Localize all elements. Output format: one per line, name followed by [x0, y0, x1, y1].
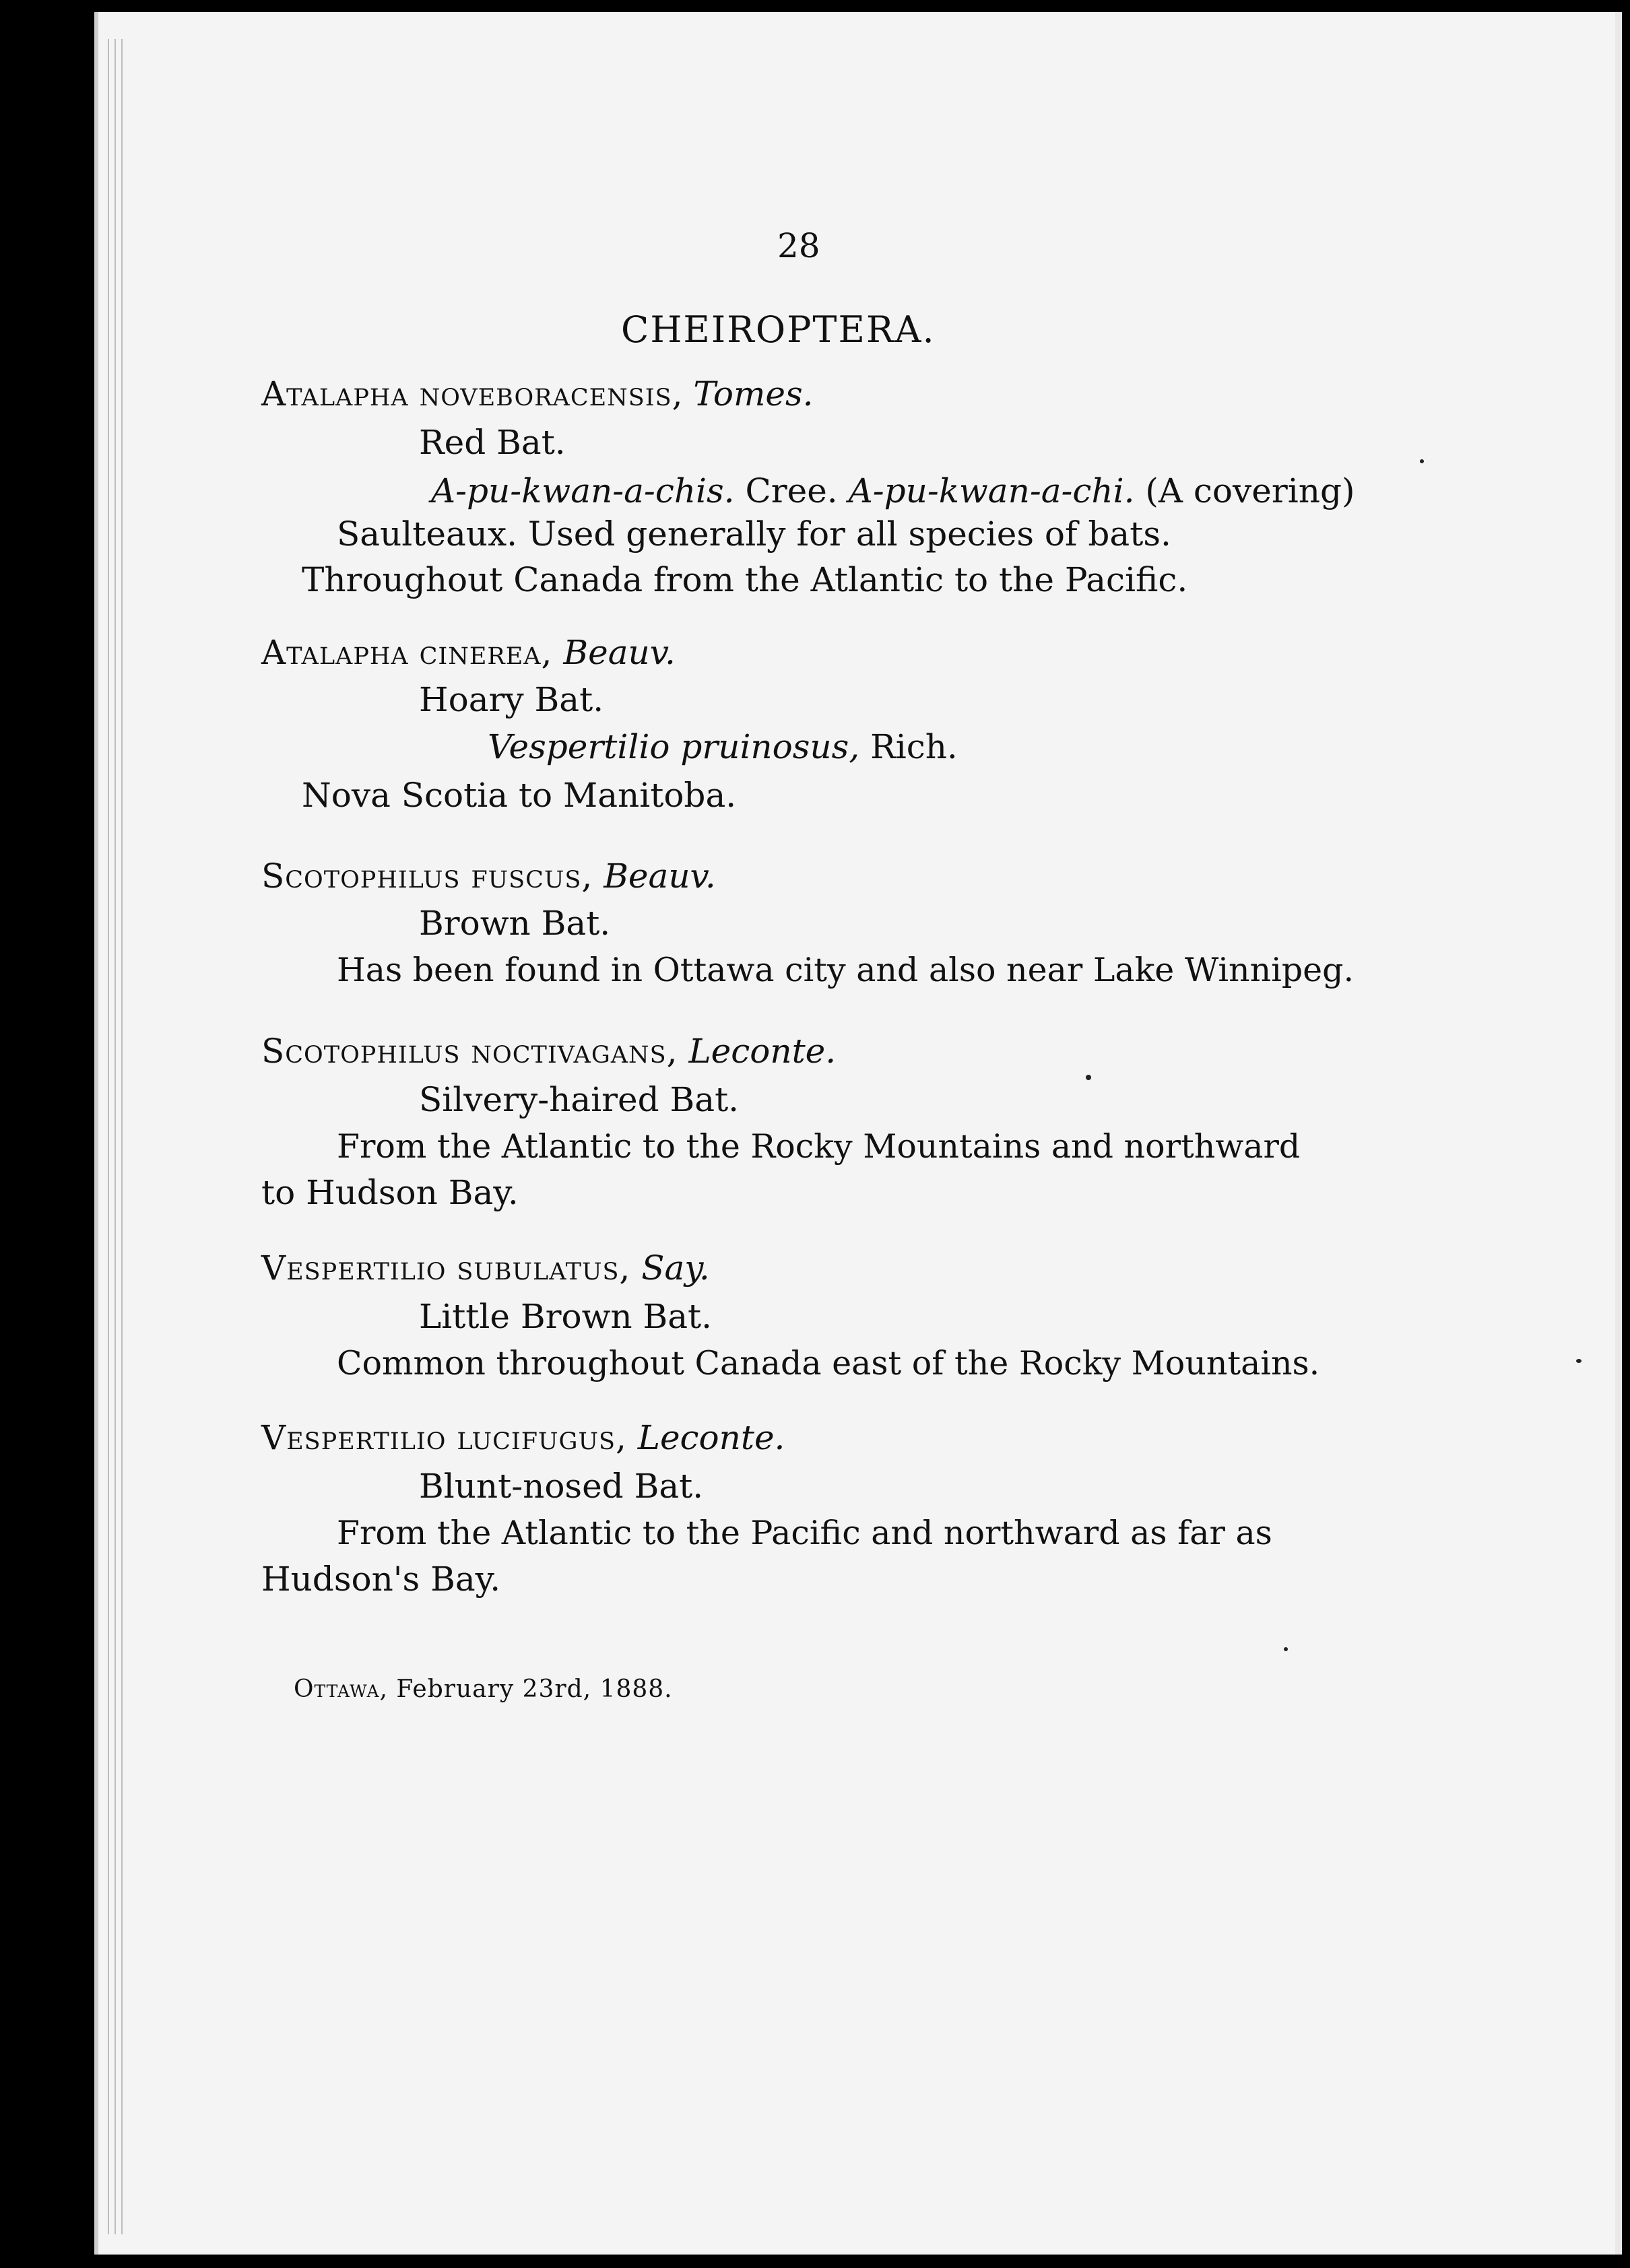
species-name: noctivagans,: [471, 1032, 678, 1071]
genus-name: Vespertilio: [261, 1248, 447, 1288]
synonym-name: Vespertilio pruinosus,: [488, 727, 860, 766]
page-edge-line: [115, 39, 116, 2234]
description-line: From the Atlantic to the Rocky Mountains and northward: [337, 1127, 1301, 1166]
common-name: Hoary Bat.: [419, 680, 604, 719]
species-heading: [261, 633, 676, 672]
scan-speck: [1420, 459, 1424, 463]
scan-speck: [1086, 1075, 1091, 1080]
synonym-line: [488, 727, 958, 766]
page-edge-line: [121, 39, 123, 2234]
language-label: Cree.: [745, 471, 838, 510]
description-line: Throughout Canada from the Atlantic to the Pacific.: [302, 560, 1188, 599]
native-name: A-pu-kwan-a-chi.: [848, 471, 1135, 510]
author-name: Leconte.: [637, 1418, 785, 1457]
genus-name: Scotophilus: [261, 857, 461, 896]
common-name: Silvery-haired Bat.: [419, 1080, 740, 1119]
description-line: Common throughout Canada east of the Rocky Mountains.: [337, 1344, 1320, 1382]
genus-name: Atalapha: [261, 633, 409, 672]
species-name: subulatus,: [457, 1248, 631, 1288]
translation-note: (A covering): [1145, 471, 1355, 510]
dateline-place: Ottawa,: [294, 1675, 388, 1703]
species-heading: [261, 1248, 710, 1288]
description-line: Has been found in Ottawa city and also near Lake Winnipeg.: [337, 951, 1355, 989]
author-name: Tomes.: [693, 374, 814, 413]
author-name: Say.: [641, 1248, 710, 1288]
dateline-date: February 23rd, 1888.: [396, 1675, 673, 1703]
common-name: Little Brown Bat.: [419, 1297, 713, 1336]
species-name: noveboracensis: [419, 374, 672, 413]
scan-speck: [1284, 1647, 1288, 1651]
scan-speck: [1576, 1359, 1582, 1363]
species-heading: [261, 857, 716, 896]
description-line: Hudson's Bay.: [261, 1560, 501, 1599]
common-name: Red Bat.: [419, 423, 566, 462]
species-name: cinerea,: [419, 633, 553, 672]
author-name: Leconte.: [688, 1032, 837, 1071]
synonym-author: Rich.: [870, 727, 958, 766]
species-heading: [261, 1418, 785, 1457]
description-line: to Hudson Bay.: [261, 1173, 519, 1212]
species-name: lucifugus,: [457, 1418, 627, 1457]
species-heading: [261, 1032, 836, 1071]
native-name: A-pu-kwan-a-chis.: [431, 471, 735, 510]
dateline: [294, 1675, 673, 1703]
description-line: Saulteaux. Used generally for all species of bats.: [337, 514, 1171, 554]
species-name: fuscus,: [471, 857, 593, 896]
page-number: 28: [777, 226, 820, 265]
description-line: Nova Scotia to Manitoba.: [302, 776, 737, 815]
author-name: Beauv.: [563, 633, 676, 672]
page-edge-line: [108, 39, 109, 2234]
common-name: Blunt-nosed Bat.: [419, 1467, 704, 1506]
genus-name: Atalapha: [261, 374, 409, 413]
section-title: CHEIROPTERA.: [621, 308, 936, 351]
description-line: From the Atlantic to the Pacific and northward as far as: [337, 1514, 1272, 1552]
synonym-line: [431, 471, 1355, 510]
author-name: Beauv.: [604, 857, 716, 896]
common-name: Brown Bat.: [419, 904, 611, 943]
genus-name: Scotophilus: [261, 1032, 461, 1071]
species-heading: Atalapha noveboracensis, Tomes.: [261, 374, 814, 413]
genus-name: Vespertilio: [261, 1418, 447, 1457]
